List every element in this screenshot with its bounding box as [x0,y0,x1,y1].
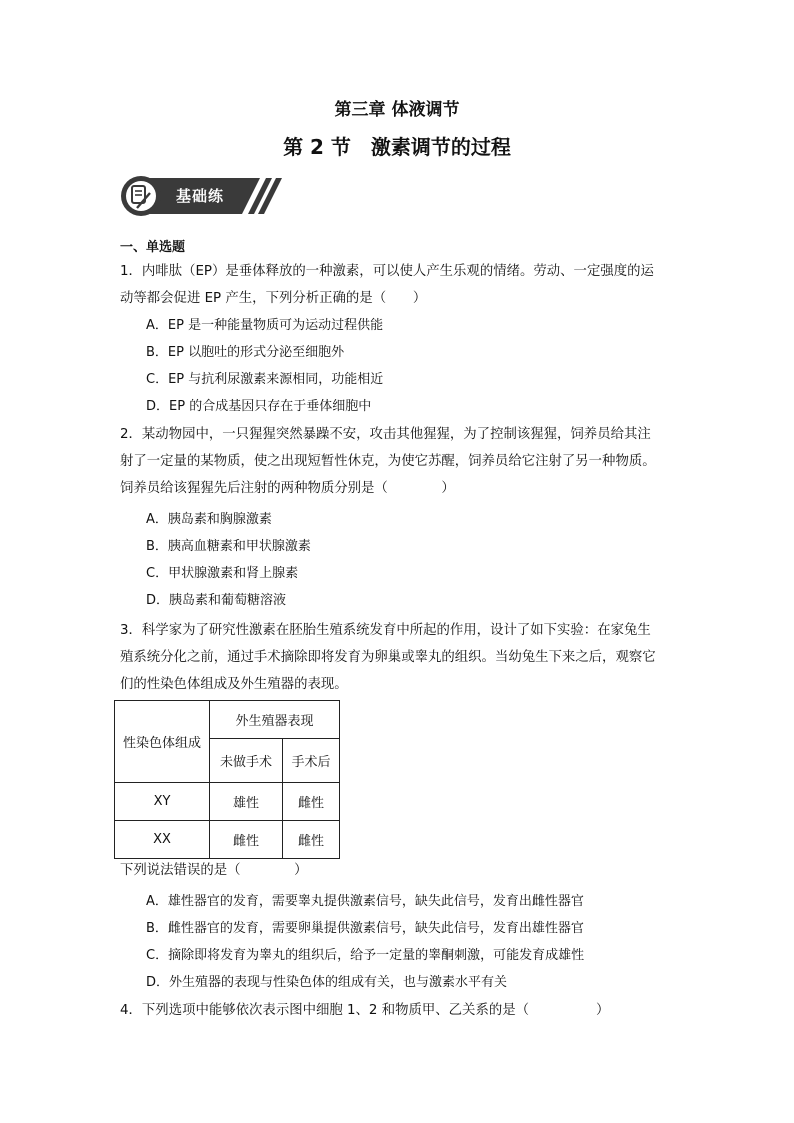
table-cell: 雌性 [210,821,283,859]
question-section-title: 一、单选题 [120,240,186,255]
basic-practice-badge [120,175,290,217]
q1-stem-line-2: 动等都会促进 EP 产生，下列分析正确的是（ ） [120,291,427,306]
q1-option-a: A．EP 是一种能量物质可为运动过程供能 [146,318,384,333]
q1-option-b: B．EP 以胞吐的形式分泌至细胞外 [146,345,345,360]
q3-stem-line-1: 3．科学家为了研究性激素在胚胎生殖系统发育中所起的作用，设计了如下实验：在家兔生 [120,623,651,638]
q3-after-table: 下列说法错误的是（ ） [120,863,308,878]
table-cell: 雌性 [283,783,340,821]
q1-stem-line-1: 1．内啡肽（EP）是垂体释放的一种激素，可以使人产生乐观的情绪。劳动、一定强度的运 [120,264,654,279]
q3-option-b: B．雌性器官的发育，需要卵巢提供激素信号，缺失此信号，发育出雄性器官 [146,921,584,936]
q3-stem-line-2: 殖系统分化之前，通过手术摘除即将发育为卵巢或睾丸的组织。当幼兔生下来之后，观察它 [120,650,656,665]
q3-option-a: A．雄性器官的发育，需要睾丸提供激素信号，缺失此信号，发育出雌性器官 [146,894,584,909]
experiment-table [114,700,340,859]
table-subheader-after-surgery: 手术后 [283,739,340,783]
table-cell-label: XY [115,783,210,821]
section-title: 第 2 节 激素调节的过程 [283,135,511,159]
q1-option-c: C．EP 与抗利尿激素来源相同，功能相近 [146,372,384,387]
q1-option-d: D．EP 的合成基因只存在于垂体细胞中 [146,399,372,414]
table-cell-label: XX [115,821,210,859]
q2-stem-line-2: 射了一定量的某物质，使之出现短暂性休克，为使它苏醒，饲养员给它注射了另一种物质。 [120,454,656,469]
q2-option-b: B．胰高血糖素和甲状腺激素 [146,539,311,554]
table-header-genitalia: 外生殖器表现 [210,701,340,739]
q3-stem-line-3: 们的性染色体组成及外生殖器的表现。 [120,677,348,692]
q2-option-a: A．胰岛素和胸腺激素 [146,512,272,527]
q2-stem-line-3: 饲养员给该猩猩先后注射的两种物质分别是（ ） [120,481,455,496]
table-subheader-no-surgery: 未做手术 [210,739,283,783]
table-cell: 雌性 [283,821,340,859]
table-cell: 雄性 [210,783,283,821]
q4-stem: 4．下列选项中能够依次表示图中细胞 1、2 和物质甲、乙关系的是（ ） [120,1003,610,1018]
q3-option-c: C．摘除即将发育为睾丸的组织后，给予一定量的睾酮刺激，可能发育成雄性 [146,948,585,963]
table-header-chromosome: 性染色体组成 [115,701,210,783]
table-row [115,821,340,859]
badge-label: 基础练 [176,187,225,205]
q2-option-d: D．胰岛素和葡萄糖溶液 [146,593,287,608]
q2-stem-line-1: 2．某动物园中，一只猩猩突然暴躁不安，攻击其他猩猩，为了控制该猩猩，饲养员给其注 [120,427,651,442]
chapter-title: 第三章 体液调节 [334,100,460,120]
q2-option-c: C．甲状腺激素和肾上腺素 [146,566,299,581]
q3-option-d: D．外生殖器的表现与性染色体的组成有关，也与激素水平有关 [146,975,508,990]
table-row [115,783,340,821]
